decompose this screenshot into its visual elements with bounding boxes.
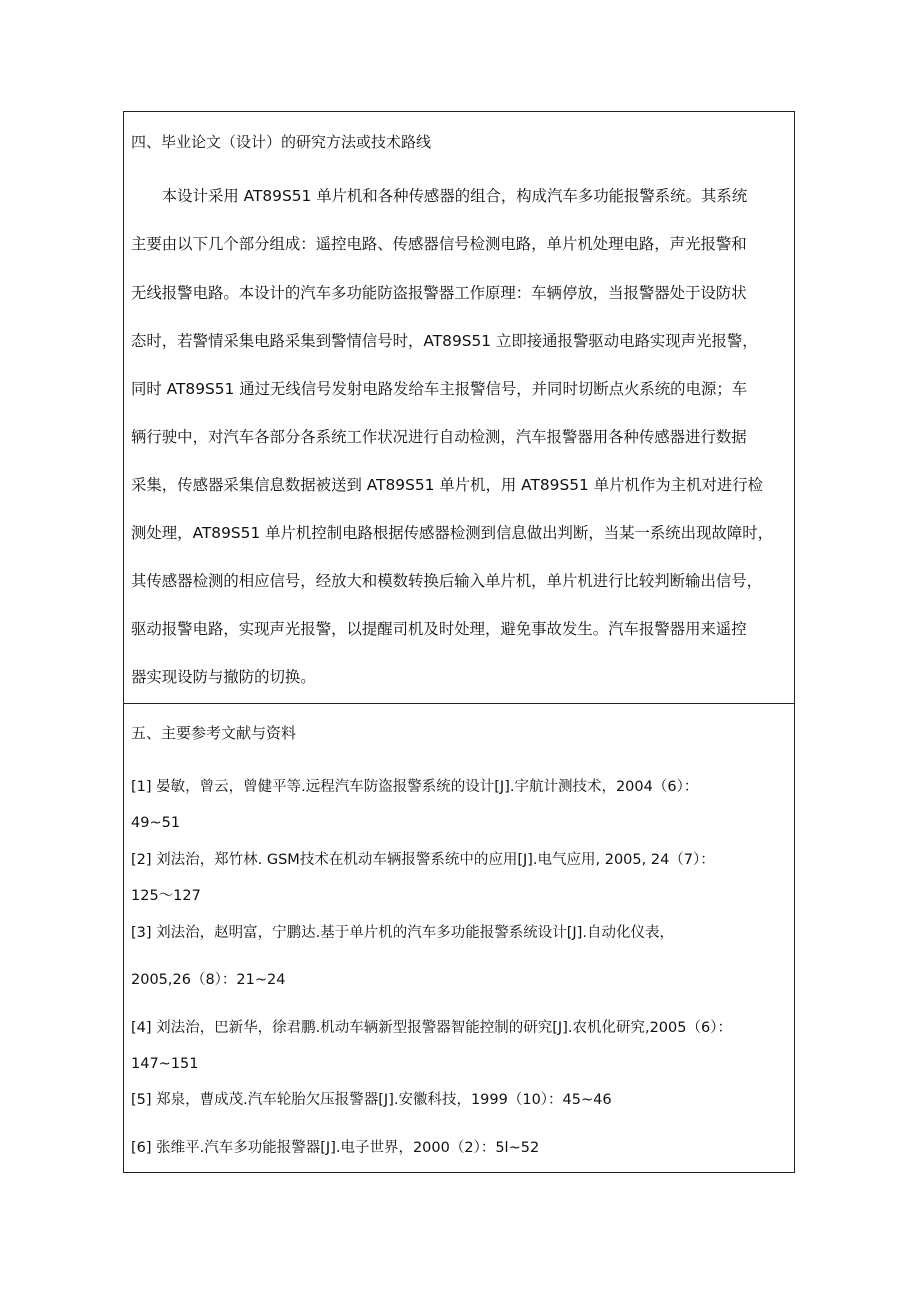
paragraph-line: 测处理，AT89S51 单片机控制电路根据传感器检测到信息做出判断，当某一系统出现故障时， <box>131 524 774 542</box>
reference-item: [3] 刘法治，赵明富，宁鹏达.基于单片机的汽车多功能报警系统设计[J].自动化仪表， <box>131 925 674 941</box>
paragraph-line: 同时 AT89S51 通过无线信号发射电路发给车主报警信号，并同时切断点火系统的电源；车 <box>131 380 748 398</box>
reference-item: [2] 刘法治，郑竹林. GSM技术在机动车辆报警系统中的应用[J].电气应用, 2005, 24（7）： <box>131 852 715 868</box>
paragraph-line: 采集，传感器采集信息数据被送到 AT89S51 单片机，用 AT89S51 单片机作为主机对进行检 <box>131 476 764 494</box>
paragraph-line: 本设计采用 AT89S51 单片机和各种传感器的组合，构成汽车多功能报警系统。其系统 <box>131 187 748 205</box>
paragraph-line: 其传感器检测的相应信号，经放大和模数转换后输入单片机，单片机进行比较判断输出信号， <box>131 572 763 590</box>
section4-heading: 四、毕业论文（设计）的研究方法或技术路线 <box>131 133 432 151</box>
paragraph-line: 无线报警电路。本设计的汽车多功能防盗报警器工作原理：车辆停放，当报警器处于设防状 <box>131 284 747 302</box>
section-divider <box>123 703 795 704</box>
form-table-border <box>123 111 795 1173</box>
reference-item-continued: 49~51 <box>131 815 181 831</box>
reference-item: [5] 郑泉，曹成茂.汽车轮胎欠压报警器[J].安徽科技，1999（10）：45~46 <box>131 1092 612 1108</box>
reference-item: [4] 刘法治，巴新华，徐君鹏.机动车辆新型报警器智能控制的研究[J].农机化研究,2005（6）： <box>131 1020 732 1036</box>
reference-item: [1] 晏敏，曾云，曾健平等.远程汽车防盗报警系统的设计[J].宇航计测技术，2004（6）： <box>131 779 699 795</box>
paragraph-line: 辆行驶中，对汽车各部分各系统工作状况进行自动检测，汽车报警器用各种传感器进行数据 <box>131 428 747 446</box>
section5-heading: 五、主要参考文献与资料 <box>131 724 297 742</box>
reference-item-continued: 147~151 <box>131 1056 199 1072</box>
reference-item: [6] 张维平.汽车多功能报警器[J].电子世界，2000（2）：5l~52 <box>131 1140 540 1156</box>
paragraph-line: 器实现设防与撤防的切换。 <box>131 668 316 686</box>
paragraph-line: 驱动报警电路，实现声光报警，以提醒司机及时处理，避免事故发生。汽车报警器用来遥控 <box>131 620 747 638</box>
reference-item-continued: 2005,26（8）：21~24 <box>131 972 286 988</box>
paragraph-line: 主要由以下几个部分组成：遥控电路、传感器信号检测电路，单片机处理电路，声光报警和 <box>131 235 747 253</box>
paragraph-line: 态时，若警情采集电路采集到警情信号时，AT89S51 立即接通报警驱动电路实现声光报警， <box>131 332 758 350</box>
reference-item-continued: 125～127 <box>131 888 201 904</box>
